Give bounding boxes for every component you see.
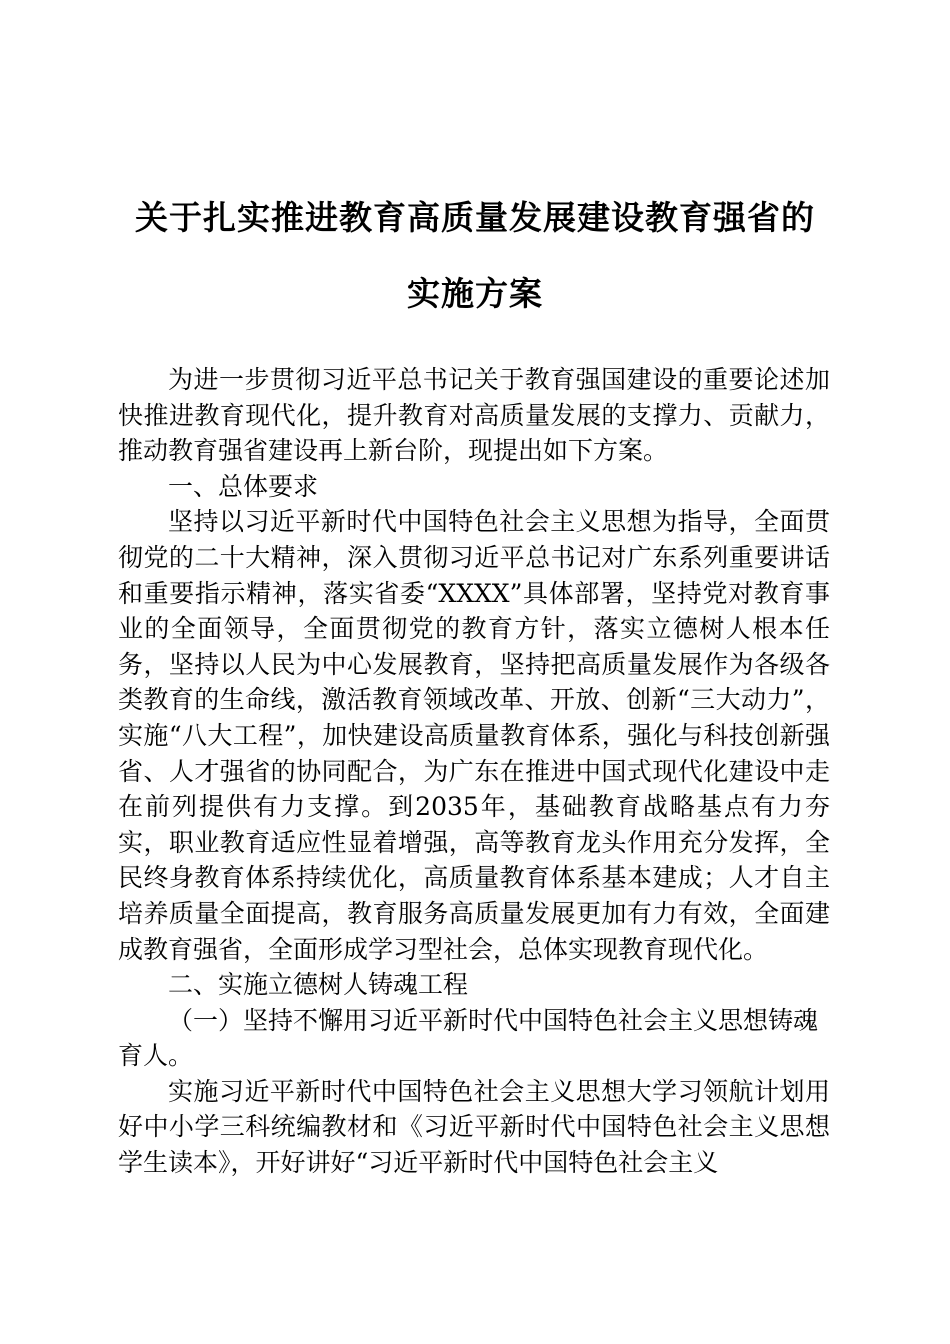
document-body: [118, 362, 830, 1181]
section-2-paragraph: 实施习近平新时代中国特色社会主义思想大学习领航计划用好中小学三科统编教材和《习近平新时代中国特色社会主义思想学生读本》，开好讲好“习近平新时代中国特色社会主义: [118, 1076, 830, 1178]
title-line-2: 实施方案: [407, 274, 543, 313]
title-line-1: 关于扎实推进教育高质量发展建设教育强省的: [135, 198, 815, 237]
section-2-heading: 二、实施立德树人铸魂工程: [168, 970, 469, 1000]
section-1-heading: 一、总体要求: [168, 471, 319, 501]
document-title: [95, 190, 855, 322]
section-2-subheading-1: （一）坚持不懈用习近平新时代中国特色社会主义思想铸魂育人。: [118, 1005, 819, 1071]
section-1-paragraph: 坚持以习近平新时代中国特色社会主义思想为指导，全面贯彻党的二十大精神，深入贯彻习近平总书记对广东系列重要讲话和重要指示精神，落实省委“XXXX”具体部署，坚持党对教育事业的全面领导，全面贯彻党的教育方针，落实立德树人根本任务，坚持以人民为中心发展教育，坚持把高质量发展作为各级各类教育的生命线，激活教育领域改革、开放、创新“三大动力”，实施“八大工程”，加快建设高质量教育体系，强化与科技创新强省、人才强省的协同配合，为广东在推进中国式现代化建设中走在前列提供有力支撑。到2035年，基础教育战略基点有力夯实，职业教育适应性显着增强，高等教育龙头作用充分发挥，全民终身教育体系持续优化，高质量教育体系基本建成；人才自主培养质量全面提高，教育服务高质量发展更加有力有效，全面建成教育强省，全面形成学习型社会，总体实现教育现代化。: [118, 507, 830, 964]
intro-paragraph: 为进一步贯彻习近平总书记关于教育强国建设的重要论述加快推进教育现代化，提升教育对高质量发展的支撑力、贡献力，推动教育强省建设再上新台阶，现提出如下方案。: [118, 365, 830, 466]
